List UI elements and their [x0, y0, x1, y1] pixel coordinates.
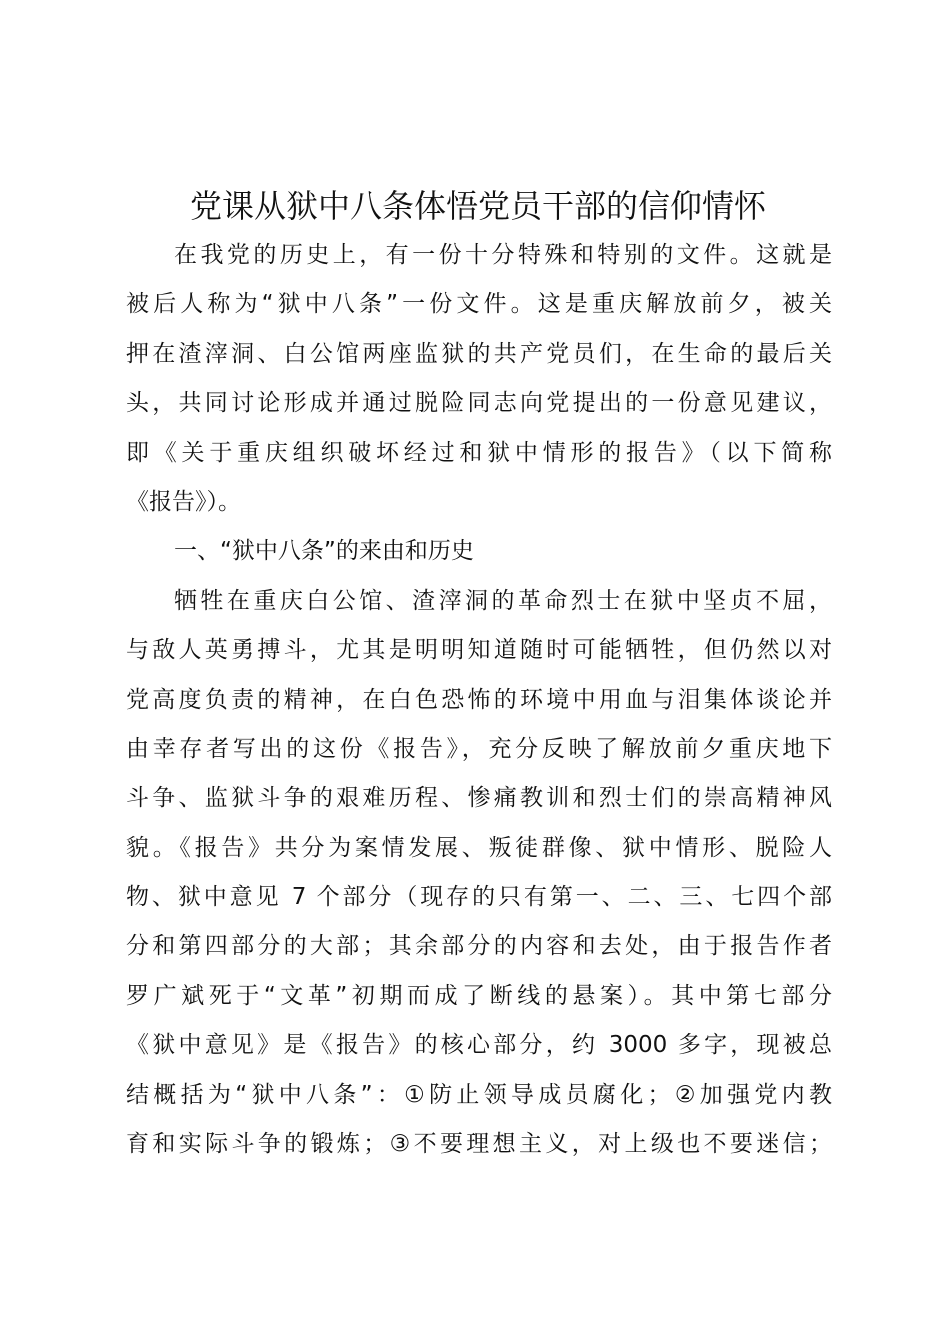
paragraph-line: 貌。《报告》共分为案情发展、叛徒群像、狱中情形、脱险人: [126, 834, 832, 861]
document-body: [126, 231, 832, 1169]
paragraph-line: 牺牲在重庆白公馆、渣滓洞的革命烈士在狱中坚贞不屈，: [174, 587, 832, 614]
paragraph-history: [126, 577, 832, 1170]
paragraph-line: 罗广斌死于“文革”初期而成了断线的悬案）。其中第七部分: [126, 982, 832, 1009]
paragraph-line: 《狱中意见》是《报告》的核心部分，约 3000 多字，现被总: [126, 1032, 832, 1059]
document-title: 党课从狱中八条体悟党员干部的信仰情怀: [189, 187, 766, 225]
paragraph-line: 头，共同讨论形成并通过脱险同志向党提出的一份意见建议，: [126, 390, 832, 417]
paragraph-line: 被后人称为“狱中八条”一份文件。这是重庆解放前夕，被关: [126, 291, 832, 318]
paragraph-line: 党高度负责的精神，在白色恐怖的环境中用血与泪集体谈论并: [126, 686, 832, 713]
paragraph-line: 在我党的历史上，有一份十分特殊和特别的文件。这就是: [174, 242, 832, 268]
paragraph-line: 由幸存者写出的这份《报告》，充分反映了解放前夕重庆地下: [126, 735, 832, 762]
paragraph-line: 押在渣滓洞、白公馆两座监狱的共产党员们，在生命的最后关: [126, 340, 832, 367]
paragraph-intro: [126, 231, 832, 527]
section-heading: 一、“狱中八条”的来由和历史: [174, 538, 474, 565]
paragraph-line: 斗争、监狱斗争的艰难历程、惨痛教训和烈士们的崇高精神风: [126, 785, 832, 812]
paragraph-line: 与敌人英勇搏斗，尤其是明明知道随时可能牺牲，但仍然以对: [126, 637, 832, 664]
paragraph-line: 分和第四部分的大部；其余部分的内容和去处，由于报告作者: [126, 933, 832, 960]
paragraph-line: 结概括为“狱中八条”：①防止领导成员腐化；②加强党内教: [126, 1081, 832, 1108]
paragraph-line: 《报告》）。: [126, 488, 241, 515]
paragraph-line: 即《关于重庆组织破坏经过和狱中情形的报告》（以下简称: [126, 439, 832, 466]
paragraph-line: 育和实际斗争的锻炼；③不要理想主义，对上级也不要迷信；: [126, 1131, 832, 1158]
paragraph-line: 物、狱中意见 7 个部分（现存的只有第一、二、三、七四个部: [126, 884, 832, 911]
